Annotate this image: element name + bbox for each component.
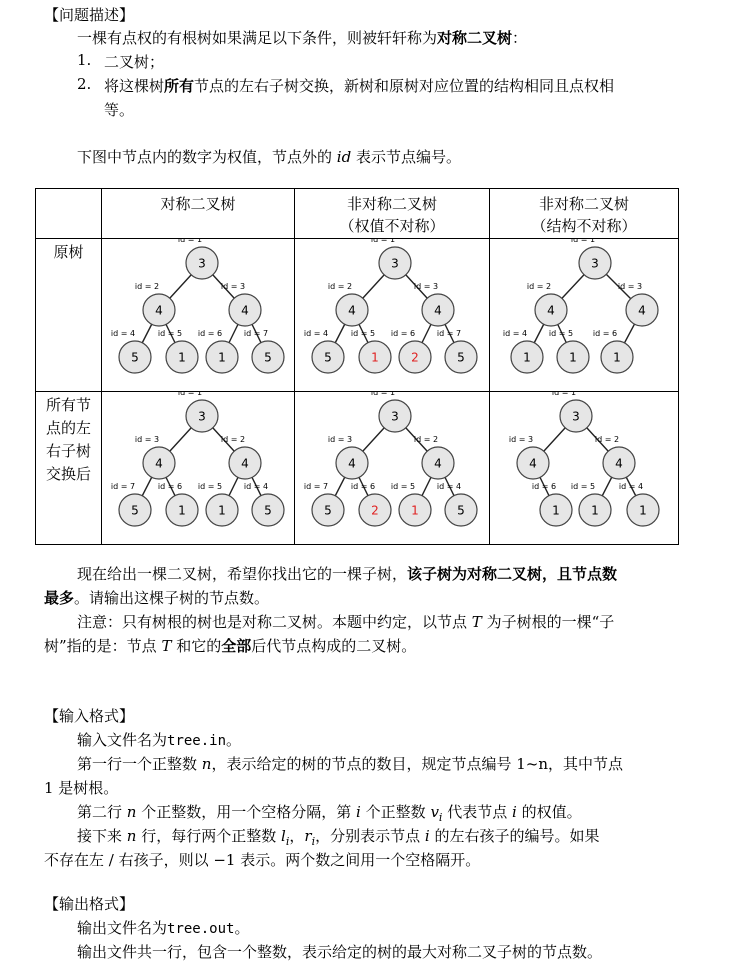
- input-l5-li: i: [285, 835, 290, 848]
- node-id-label: id = 5: [570, 482, 596, 491]
- input-l5-i: i: [424, 827, 430, 845]
- node-weight: 5: [264, 503, 272, 518]
- cell-tree-2: [490, 239, 679, 392]
- figure-note-a: 下图中节点内的数字为权值，节点外的: [77, 148, 333, 166]
- node-id-label: id = 1: [370, 392, 396, 397]
- row2-label-line1: 所有节: [45, 396, 91, 414]
- node-id-label: id = 6: [531, 482, 557, 491]
- node-id-label: id = 6: [390, 329, 416, 338]
- figure-note: [77, 146, 461, 167]
- node-weight: 3: [198, 256, 206, 271]
- corner-cell: [36, 189, 102, 239]
- intro-text: 一棵有点权的有根树如果满足以下条件，则被轩轩称为: [77, 29, 438, 47]
- node-id-label: id = 3: [413, 282, 439, 291]
- node-weight: 4: [615, 456, 623, 471]
- input-l5-c: ，分别表示节点: [315, 827, 421, 845]
- input-line2: [77, 753, 623, 774]
- node-weight: 5: [131, 350, 139, 365]
- task-p2-bold: 全部: [221, 637, 252, 655]
- tree-diagram-symmetric-swapped: [102, 392, 294, 540]
- node-id-label: id = 4: [110, 329, 136, 338]
- node-id-label: id = 2: [327, 282, 353, 291]
- node-id-label: id = 1: [177, 239, 203, 244]
- node-weight: 2: [371, 503, 379, 518]
- node-weight: 1: [569, 350, 577, 365]
- task-p2-c: 树”指的是：节点: [44, 637, 157, 655]
- tree-diagram-weight-swapped: [295, 392, 489, 540]
- task-p2-line2: [44, 635, 416, 656]
- input-l5-comma: ，: [289, 827, 305, 845]
- cond2-text-a: 将这棵树: [104, 77, 165, 95]
- node-weight: 4: [348, 303, 356, 318]
- output-heading: 【输出格式】: [44, 895, 135, 913]
- header-col3-line1: 非对称二叉树: [538, 195, 629, 213]
- node-id-label: id = 2: [134, 282, 160, 291]
- header-nonsym-structure: [490, 189, 679, 239]
- task-p1-line2: [44, 587, 269, 608]
- node-weight: 3: [591, 256, 599, 271]
- node-weight: 1: [411, 503, 419, 518]
- input-l5-d: 的左右孩子的编号。如果: [434, 827, 600, 845]
- node-weight: 1: [639, 503, 647, 518]
- node-weight: 4: [348, 456, 356, 471]
- node-id-label: id = 6: [592, 329, 618, 338]
- node-id-label: id = 3: [508, 435, 534, 444]
- tree-diagram-structure-original: [490, 239, 678, 387]
- input-l4-e: 的权值。: [521, 803, 582, 821]
- cell-tree-3: [102, 392, 295, 545]
- tree-diagram-symmetric-original: [102, 239, 294, 387]
- node-id-label: id = 7: [243, 329, 269, 338]
- task-p2-line1: [77, 611, 614, 632]
- output-l1-b: 。: [234, 919, 250, 937]
- input-l6-m: −1: [213, 851, 236, 869]
- input-l2-a: 第一行一个正整数: [77, 755, 198, 773]
- problem-heading: 【问题描述】: [44, 6, 135, 24]
- node-id-label: id = 6: [350, 482, 376, 491]
- tree-diagram-weight-original: [295, 239, 489, 387]
- node-id-label: id = 2: [526, 282, 552, 291]
- task-p2-a: 注意：只有树根的树也是对称二叉树。本题中约定，以节点: [77, 613, 468, 631]
- node-id-label: id = 1: [551, 392, 577, 397]
- node-weight: 3: [391, 256, 399, 271]
- node-id-label: id = 5: [350, 329, 376, 338]
- node-weight: 1: [178, 350, 186, 365]
- input-l4-vi: i: [438, 811, 443, 824]
- input-line4: [77, 801, 582, 824]
- input-l4-d: 代表节点: [447, 803, 508, 821]
- cond1-number: 1.: [77, 51, 92, 69]
- node-weight: 2: [411, 350, 419, 365]
- node-id-label: id = 5: [548, 329, 574, 338]
- node-id-label: id = 3: [220, 282, 246, 291]
- node-weight: 1: [218, 350, 226, 365]
- node-id-label: id = 3: [617, 282, 643, 291]
- task-p1-a: 现在给出一棵二叉树，希望你找出它的一棵子树，: [77, 565, 408, 583]
- figure-note-b: 表示节点编号。: [355, 148, 461, 166]
- input-l5-r: r: [304, 827, 312, 845]
- node-weight: 3: [198, 409, 206, 424]
- node-id-label: id = 4: [436, 482, 462, 491]
- header-col2-line2: （权值不对称）: [339, 217, 445, 235]
- figure-table: [35, 188, 679, 545]
- input-filename: tree.in: [167, 733, 227, 749]
- input-l4-b: 个正整数，用一个空格分隔，第: [141, 803, 352, 821]
- node-weight: 5: [131, 503, 139, 518]
- row2-label-line3: 右子树: [45, 442, 91, 460]
- node-id-label: id = 2: [413, 435, 439, 444]
- node-id-label: id = 3: [134, 435, 160, 444]
- row-label-swapped: [36, 392, 102, 545]
- intro-suffix: ：: [512, 29, 528, 47]
- input-l4-c: 个正整数: [365, 803, 426, 821]
- task-p2-T: T: [471, 613, 482, 631]
- task-p2-T2: T: [161, 637, 172, 655]
- input-l5-a: 接下来: [77, 827, 123, 845]
- node-weight: 4: [434, 303, 442, 318]
- task-p2-e: 后代节点构成的二叉树。: [251, 637, 417, 655]
- input-l6-a: 不存在左 / 右孩子，则以: [44, 851, 214, 869]
- node-id-label: id = 1: [570, 239, 596, 244]
- input-l1-a: 输入文件名为: [77, 731, 168, 749]
- node-id-label: id = 4: [502, 329, 528, 338]
- node-weight: 4: [638, 303, 646, 318]
- task-p1-line1: [77, 563, 617, 584]
- task-p2-b: 为子树根的一棵“子: [486, 613, 615, 631]
- input-l4-i: i: [356, 803, 361, 821]
- output-line2: 输出文件共一行，包含一个整数，表示给定的树的最大对称二叉子树的节点数。: [77, 943, 603, 961]
- cell-tree-1: [295, 239, 490, 392]
- input-l5-l: l: [281, 827, 286, 845]
- node-weight: 4: [241, 456, 249, 471]
- node-weight: 4: [547, 303, 555, 318]
- output-line1: [77, 917, 249, 938]
- cell-tree-5: [490, 392, 679, 545]
- tree-diagram-structure-swapped: [490, 392, 678, 540]
- node-weight: 1: [613, 350, 621, 365]
- node-weight: 1: [371, 350, 379, 365]
- node-weight: 1: [591, 503, 599, 518]
- node-weight: 5: [324, 350, 332, 365]
- node-weight: 4: [155, 456, 163, 471]
- node-weight: 1: [523, 350, 531, 365]
- header-symmetric: [102, 189, 295, 239]
- input-l4-n: n: [126, 803, 137, 821]
- output-l1-a: 输出文件名为: [77, 919, 168, 937]
- cond2-line2: 等。: [104, 101, 135, 119]
- node-id-label: id = 4: [303, 329, 329, 338]
- output-filename: tree.out: [167, 921, 235, 937]
- node-id-label: id = 7: [303, 482, 329, 491]
- input-l5-n: n: [126, 827, 137, 845]
- node-weight: 5: [457, 503, 465, 518]
- cond2-bold: 所有: [164, 77, 195, 95]
- node-id-label: id = 5: [390, 482, 416, 491]
- input-l2-b: ，表示给定的树的节点的数目，规定节点编号 1~n，其中节点: [211, 755, 624, 773]
- node-id-label: id = 4: [618, 482, 644, 491]
- node-weight: 5: [324, 503, 332, 518]
- row-label-original: [36, 239, 102, 392]
- row1-label: 原树: [53, 243, 84, 261]
- node-id-label: id = 5: [157, 329, 183, 338]
- input-l4-i2: i: [512, 803, 517, 821]
- header-col1: 对称二叉树: [160, 195, 236, 213]
- node-id-label: id = 6: [197, 329, 223, 338]
- node-id-label: id = 3: [327, 435, 353, 444]
- row2-label-line4: 交换后: [45, 465, 91, 483]
- node-id-label: id = 2: [594, 435, 620, 444]
- intro-bold: 对称二叉树: [437, 29, 513, 47]
- node-weight: 4: [155, 303, 163, 318]
- input-line5: [77, 825, 600, 848]
- node-weight: 4: [241, 303, 249, 318]
- header-col3-line2: （结构不对称）: [531, 217, 637, 235]
- input-l1-b: 。: [226, 731, 242, 749]
- node-weight: 1: [552, 503, 560, 518]
- node-weight: 1: [178, 503, 186, 518]
- input-line3: 1 是树根。: [44, 779, 119, 797]
- cell-tree-0: [102, 239, 295, 392]
- task-p2-d: 和它的: [176, 637, 222, 655]
- node-weight: 5: [264, 350, 272, 365]
- node-weight: 3: [572, 409, 580, 424]
- node-weight: 4: [434, 456, 442, 471]
- node-id-label: id = 2: [220, 435, 246, 444]
- input-line1: [77, 729, 241, 750]
- node-id-label: id = 7: [436, 329, 462, 338]
- cond2-text-b: 节点的左右子树交换，新树和原树对应位置的结构相同且点权相: [194, 77, 615, 95]
- input-l5-ri: i: [311, 835, 316, 848]
- node-weight: 4: [529, 456, 537, 471]
- input-line6: [44, 849, 480, 870]
- task-p1-bold2: 最多: [44, 589, 75, 607]
- node-id-label: id = 4: [243, 482, 269, 491]
- figure-note-id: id: [336, 148, 352, 166]
- intro-line: [77, 27, 527, 48]
- input-l4-a: 第二行: [77, 803, 123, 821]
- cond2-number: 2.: [77, 75, 92, 93]
- input-heading: 【输入格式】: [44, 707, 135, 725]
- cell-tree-4: [295, 392, 490, 545]
- task-p1-b: 。请输出这棵子树的节点数。: [74, 589, 270, 607]
- input-l2-n: n: [201, 755, 212, 773]
- header-nonsym-weight: [295, 189, 490, 239]
- node-id-label: id = 1: [370, 239, 396, 244]
- row2-label-line2: 点的左: [45, 419, 91, 437]
- task-p1-bold1: 该子树为对称二叉树，且节点数: [407, 565, 618, 583]
- node-weight: 5: [457, 350, 465, 365]
- input-l5-b: 行，每行两个正整数: [141, 827, 277, 845]
- node-id-label: id = 6: [157, 482, 183, 491]
- cond2-line1: [104, 75, 614, 96]
- node-id-label: id = 1: [177, 392, 203, 397]
- cond1-text: 二叉树；: [104, 53, 165, 71]
- input-l6-b: 表示。两个数之间用一个空格隔开。: [235, 851, 481, 869]
- node-weight: 1: [218, 503, 226, 518]
- header-col2-line1: 非对称二叉树: [346, 195, 437, 213]
- node-weight: 3: [391, 409, 399, 424]
- node-id-label: id = 5: [197, 482, 223, 491]
- input-l4-v: v: [430, 803, 439, 821]
- node-id-label: id = 7: [110, 482, 136, 491]
